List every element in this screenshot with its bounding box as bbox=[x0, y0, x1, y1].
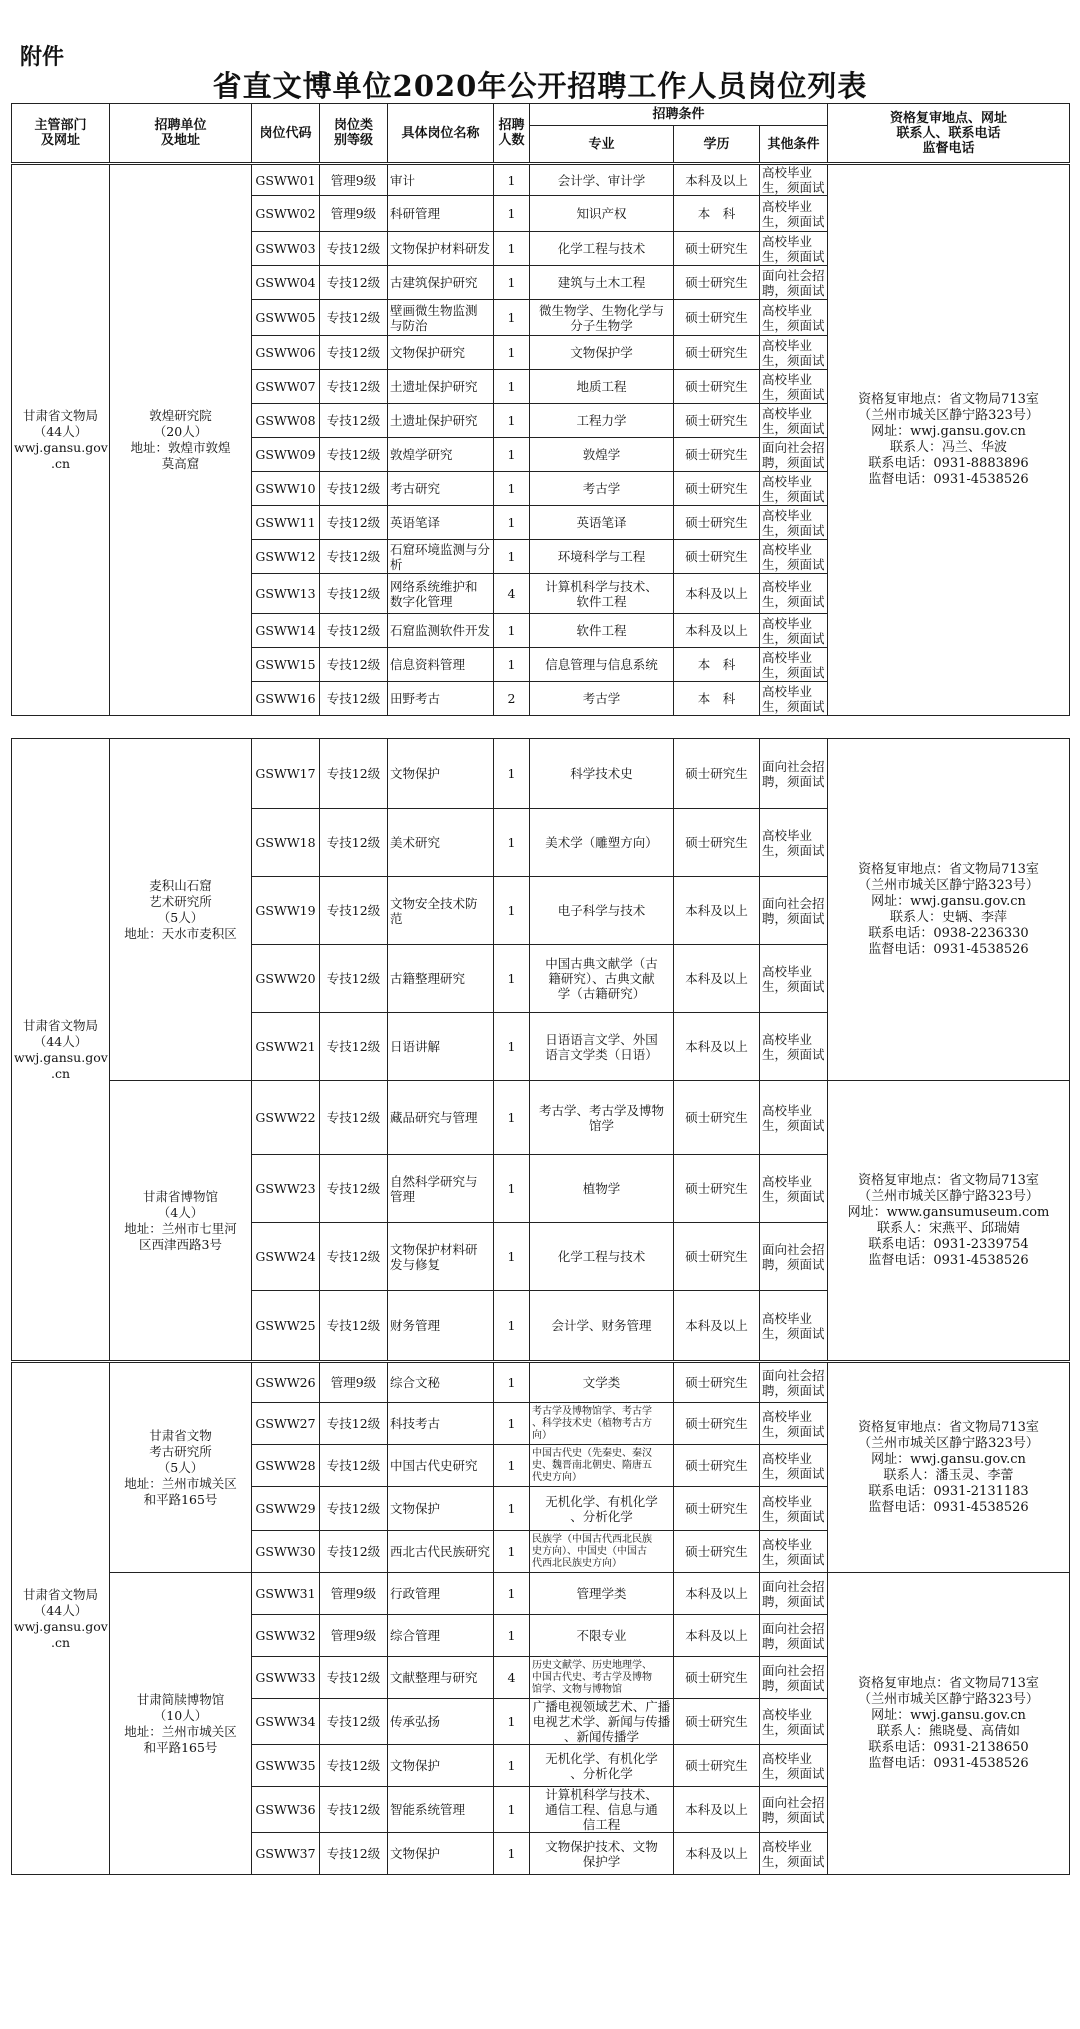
major-cell: 无机化学、有机化学 、分析化学 bbox=[530, 1745, 674, 1787]
major-cell: 计算机科学与技术、 软件工程 bbox=[530, 574, 674, 614]
post-name-cell: 文物保护 bbox=[388, 1745, 494, 1787]
grade-cell: 专技12级 bbox=[320, 1657, 388, 1699]
count-cell: 1 bbox=[494, 540, 530, 574]
other-cell: 高校毕业 生，须面试 bbox=[760, 1445, 828, 1487]
major-cell: 考古学 bbox=[530, 472, 674, 506]
major-cell: 会计学、审计学 bbox=[530, 165, 674, 196]
grade-cell: 管理9级 bbox=[320, 1615, 388, 1657]
other-cell: 高校毕业 生，须面试 bbox=[760, 370, 828, 404]
post-name-cell: 自然科学研究与 管理 bbox=[388, 1155, 494, 1223]
code-cell: GSWW20 bbox=[252, 945, 320, 1013]
count-cell: 1 bbox=[494, 1573, 530, 1615]
count-cell: 1 bbox=[494, 1699, 530, 1745]
grade-cell: 专技12级 bbox=[320, 1081, 388, 1155]
code-cell: GSWW34 bbox=[252, 1699, 320, 1745]
post-name-cell: 土遗址保护研究 bbox=[388, 370, 494, 404]
major-cell: 化学工程与技术 bbox=[530, 232, 674, 266]
dept-cell: 甘肃省文物局 （44人） wwj.gansu.gov .cn bbox=[12, 739, 110, 1361]
code-cell: GSWW09 bbox=[252, 438, 320, 472]
grade-cell: 专技12级 bbox=[320, 336, 388, 370]
grade-cell: 专技12级 bbox=[320, 648, 388, 682]
edu-cell: 本科及以上 bbox=[674, 1787, 760, 1833]
header-contact: 资格复审地点、网址 联系人、联系电话 监督电话 bbox=[828, 104, 1070, 163]
post-name-cell: 行政管理 bbox=[388, 1573, 494, 1615]
other-cell: 面向社会招 聘，须面试 bbox=[760, 1223, 828, 1291]
post-name-cell: 西北古代民族研究 bbox=[388, 1531, 494, 1573]
edu-cell: 硕士研究生 bbox=[674, 438, 760, 472]
code-cell: GSWW12 bbox=[252, 540, 320, 574]
edu-cell: 本科及以上 bbox=[674, 574, 760, 614]
edu-cell: 硕士研究生 bbox=[674, 739, 760, 809]
major-cell: 软件工程 bbox=[530, 614, 674, 648]
major-cell: 建筑与土木工程 bbox=[530, 266, 674, 300]
major-cell: 敦煌学 bbox=[530, 438, 674, 472]
code-cell: GSWW30 bbox=[252, 1531, 320, 1573]
count-cell: 1 bbox=[494, 614, 530, 648]
count-cell: 1 bbox=[494, 1223, 530, 1291]
major-cell: 无机化学、有机化学 、分析化学 bbox=[530, 1487, 674, 1531]
other-cell: 高校毕业 生，须面试 bbox=[760, 540, 828, 574]
post-name-cell: 壁画微生物监测 与防治 bbox=[388, 300, 494, 336]
other-cell: 高校毕业 生，须面试 bbox=[760, 232, 828, 266]
count-cell: 1 bbox=[494, 300, 530, 336]
count-cell: 1 bbox=[494, 1363, 530, 1403]
page-title: 省直文博单位2020年公开招聘工作人员岗位列表 bbox=[212, 69, 868, 103]
grade-cell: 专技12级 bbox=[320, 506, 388, 540]
post-name-cell: 综合管理 bbox=[388, 1615, 494, 1657]
header-conditions: 招聘条件 bbox=[530, 104, 828, 126]
dept-cell: 甘肃省文物局 （44人） wwj.gansu.gov .cn bbox=[12, 165, 110, 716]
code-cell: GSWW25 bbox=[252, 1291, 320, 1361]
other-cell: 高校毕业 生，须面试 bbox=[760, 196, 828, 232]
unit-cell: 敦煌研究院 （20人） 地址：敦煌市敦煌 莫高窟 bbox=[110, 165, 252, 716]
header-name: 具体岗位名称 bbox=[388, 104, 494, 163]
count-cell: 1 bbox=[494, 877, 530, 945]
grade-cell: 专技12级 bbox=[320, 739, 388, 809]
post-name-cell: 财务管理 bbox=[388, 1291, 494, 1361]
count-cell: 4 bbox=[494, 1657, 530, 1699]
table-block-2 bbox=[11, 738, 1070, 1361]
other-cell: 高校毕业 生，须面试 bbox=[760, 1403, 828, 1445]
other-cell: 高校毕业 生，须面试 bbox=[760, 614, 828, 648]
other-cell: 面向社会招 聘，须面试 bbox=[760, 1615, 828, 1657]
post-name-cell: 科研管理 bbox=[388, 196, 494, 232]
major-cell: 科学技术史 bbox=[530, 739, 674, 809]
count-cell: 1 bbox=[494, 165, 530, 196]
code-cell: GSWW26 bbox=[252, 1363, 320, 1403]
grade-cell: 专技12级 bbox=[320, 1745, 388, 1787]
major-cell: 考古学 bbox=[530, 682, 674, 716]
count-cell: 1 bbox=[494, 945, 530, 1013]
post-name-cell: 审计 bbox=[388, 165, 494, 196]
contact-cell: 资格复审地点：省文物局713室 （兰州市城关区静宁路323号） 网址：wwj.gansu.gov.cn 联系人：潘玉灵、李蕾 联系电话：0931-2131183 监督电话：0931-4538526 bbox=[828, 1363, 1070, 1573]
edu-cell: 硕士研究生 bbox=[674, 1223, 760, 1291]
grade-cell: 专技12级 bbox=[320, 877, 388, 945]
post-name-cell: 日语讲解 bbox=[388, 1013, 494, 1081]
edu-cell: 硕士研究生 bbox=[674, 300, 760, 336]
post-name-cell: 智能系统管理 bbox=[388, 1787, 494, 1833]
major-cell: 工程力学 bbox=[530, 404, 674, 438]
other-cell: 高校毕业 生，须面试 bbox=[760, 945, 828, 1013]
code-cell: GSWW10 bbox=[252, 472, 320, 506]
other-cell: 高校毕业 生，须面试 bbox=[760, 472, 828, 506]
count-cell: 1 bbox=[494, 1531, 530, 1573]
table-row bbox=[12, 1363, 1070, 1403]
count-cell: 2 bbox=[494, 682, 530, 716]
count-cell: 1 bbox=[494, 438, 530, 472]
post-name-cell: 敦煌学研究 bbox=[388, 438, 494, 472]
other-cell: 面向社会招 聘，须面试 bbox=[760, 1657, 828, 1699]
unit-cell: 麦积山石窟 艺术研究所 （5人） 地址：天水市麦积区 bbox=[110, 739, 252, 1081]
other-cell: 高校毕业 生，须面试 bbox=[760, 1833, 828, 1875]
post-name-cell: 文物保护 bbox=[388, 1487, 494, 1531]
count-cell: 1 bbox=[494, 739, 530, 809]
post-name-cell: 古籍整理研究 bbox=[388, 945, 494, 1013]
code-cell: GSWW06 bbox=[252, 336, 320, 370]
major-cell: 电子科学与技术 bbox=[530, 877, 674, 945]
other-cell: 高校毕业 生，须面试 bbox=[760, 574, 828, 614]
code-cell: GSWW28 bbox=[252, 1445, 320, 1487]
other-cell: 面向社会招 聘，须面试 bbox=[760, 266, 828, 300]
post-name-cell: 综合文秘 bbox=[388, 1363, 494, 1403]
edu-cell: 硕士研究生 bbox=[674, 336, 760, 370]
unit-cell: 甘肃省文物 考古研究所 （5人） 地址：兰州市城关区 和平路165号 bbox=[110, 1363, 252, 1573]
count-cell: 1 bbox=[494, 336, 530, 370]
edu-cell: 本科及以上 bbox=[674, 877, 760, 945]
grade-cell: 专技12级 bbox=[320, 1699, 388, 1745]
grade-cell: 专技12级 bbox=[320, 300, 388, 336]
other-cell: 高校毕业 生，须面试 bbox=[760, 809, 828, 877]
code-cell: GSWW35 bbox=[252, 1745, 320, 1787]
edu-cell: 硕士研究生 bbox=[674, 1745, 760, 1787]
table-row bbox=[12, 1081, 1070, 1155]
other-cell: 高校毕业 生，须面试 bbox=[760, 506, 828, 540]
grade-cell: 专技12级 bbox=[320, 1155, 388, 1223]
major-cell: 会计学、财务管理 bbox=[530, 1291, 674, 1361]
code-cell: GSWW08 bbox=[252, 404, 320, 438]
post-name-cell: 土遗址保护研究 bbox=[388, 404, 494, 438]
post-name-cell: 文物安全技术防 范 bbox=[388, 877, 494, 945]
header-major: 专业 bbox=[530, 126, 674, 163]
header-unit: 招聘单位 及地址 bbox=[110, 104, 252, 163]
code-cell: GSWW16 bbox=[252, 682, 320, 716]
code-cell: GSWW21 bbox=[252, 1013, 320, 1081]
major-cell: 中国古典文献学（古 籍研究）、古典文献 学（古籍研究） bbox=[530, 945, 674, 1013]
grade-cell: 专技12级 bbox=[320, 614, 388, 648]
major-cell: 考古学、考古学及博物 馆学 bbox=[530, 1081, 674, 1155]
unit-cell: 甘肃简牍博物馆 （10人） 地址：兰州市城关区 和平路165号 bbox=[110, 1573, 252, 1875]
edu-cell: 硕士研究生 bbox=[674, 506, 760, 540]
major-cell: 环境科学与工程 bbox=[530, 540, 674, 574]
post-name-cell: 文物保护材料研发 bbox=[388, 232, 494, 266]
count-cell: 1 bbox=[494, 472, 530, 506]
other-cell: 高校毕业 生，须面试 bbox=[760, 1699, 828, 1745]
post-name-cell: 藏品研究与管理 bbox=[388, 1081, 494, 1155]
major-cell: 广播电视领域艺术、广播 电视艺术学、新闻与传播 、新闻传播学 bbox=[530, 1699, 674, 1745]
code-cell: GSWW22 bbox=[252, 1081, 320, 1155]
code-cell: GSWW04 bbox=[252, 266, 320, 300]
edu-cell: 本科及以上 bbox=[674, 1615, 760, 1657]
table-header bbox=[11, 103, 1070, 163]
post-name-cell: 科技考古 bbox=[388, 1403, 494, 1445]
grade-cell: 专技12级 bbox=[320, 1787, 388, 1833]
count-cell: 1 bbox=[494, 1833, 530, 1875]
major-cell: 化学工程与技术 bbox=[530, 1223, 674, 1291]
edu-cell: 硕士研究生 bbox=[674, 1531, 760, 1573]
major-cell: 微生物学、生物化学与 分子生物学 bbox=[530, 300, 674, 336]
count-cell: 1 bbox=[494, 1013, 530, 1081]
other-cell: 高校毕业 生，须面试 bbox=[760, 1745, 828, 1787]
count-cell: 1 bbox=[494, 266, 530, 300]
header-dept: 主管部门 及网址 bbox=[12, 104, 110, 163]
grade-cell: 专技12级 bbox=[320, 682, 388, 716]
grade-cell: 专技12级 bbox=[320, 404, 388, 438]
code-cell: GSWW14 bbox=[252, 614, 320, 648]
header-count: 招聘 人数 bbox=[494, 104, 530, 163]
post-name-cell: 石窟监测软件开发 bbox=[388, 614, 494, 648]
other-cell: 高校毕业 生，须面试 bbox=[760, 165, 828, 196]
edu-cell: 硕士研究生 bbox=[674, 370, 760, 404]
edu-cell: 本科及以上 bbox=[674, 1291, 760, 1361]
edu-cell: 硕士研究生 bbox=[674, 232, 760, 266]
grade-cell: 专技12级 bbox=[320, 1445, 388, 1487]
edu-cell: 硕士研究生 bbox=[674, 1657, 760, 1699]
post-name-cell: 石窟环境监测与分 析 bbox=[388, 540, 494, 574]
count-cell: 1 bbox=[494, 1291, 530, 1361]
edu-cell: 硕士研究生 bbox=[674, 809, 760, 877]
grade-cell: 管理9级 bbox=[320, 165, 388, 196]
edu-cell: 硕士研究生 bbox=[674, 1487, 760, 1531]
edu-cell: 硕士研究生 bbox=[674, 266, 760, 300]
count-cell: 1 bbox=[494, 1487, 530, 1531]
major-cell: 不限专业 bbox=[530, 1615, 674, 1657]
major-cell: 计算机科学与技术、 通信工程、信息与通 信工程 bbox=[530, 1787, 674, 1833]
major-cell: 文学类 bbox=[530, 1363, 674, 1403]
other-cell: 面向社会招 聘，须面试 bbox=[760, 739, 828, 809]
count-cell: 1 bbox=[494, 404, 530, 438]
code-cell: GSWW27 bbox=[252, 1403, 320, 1445]
code-cell: GSWW37 bbox=[252, 1833, 320, 1875]
edu-cell: 本科及以上 bbox=[674, 1833, 760, 1875]
count-cell: 1 bbox=[494, 232, 530, 266]
other-cell: 面向社会招 聘，须面试 bbox=[760, 438, 828, 472]
other-cell: 面向社会招 聘，须面试 bbox=[760, 1363, 828, 1403]
grade-cell: 专技12级 bbox=[320, 1403, 388, 1445]
other-cell: 高校毕业 生，须面试 bbox=[760, 648, 828, 682]
code-cell: GSWW33 bbox=[252, 1657, 320, 1699]
edu-cell: 硕士研究生 bbox=[674, 1155, 760, 1223]
count-cell: 1 bbox=[494, 809, 530, 877]
edu-cell: 硕士研究生 bbox=[674, 472, 760, 506]
grade-cell: 专技12级 bbox=[320, 540, 388, 574]
other-cell: 高校毕业 生，须面试 bbox=[760, 1013, 828, 1081]
post-name-cell: 古建筑保护研究 bbox=[388, 266, 494, 300]
grade-cell: 专技12级 bbox=[320, 370, 388, 404]
post-name-cell: 文物保护 bbox=[388, 1833, 494, 1875]
other-cell: 高校毕业 生，须面试 bbox=[760, 1487, 828, 1531]
edu-cell: 硕士研究生 bbox=[674, 1445, 760, 1487]
grade-cell: 管理9级 bbox=[320, 1573, 388, 1615]
count-cell: 1 bbox=[494, 370, 530, 404]
code-cell: GSWW18 bbox=[252, 809, 320, 877]
edu-cell: 本 科 bbox=[674, 648, 760, 682]
major-cell: 日语语言文学、外国 语言文学类（日语） bbox=[530, 1013, 674, 1081]
post-name-cell: 文物保护研究 bbox=[388, 336, 494, 370]
edu-cell: 本科及以上 bbox=[674, 945, 760, 1013]
major-cell: 中国古代史（先秦史、秦汉 史、魏晋南北朝史、隋唐五 代史方向） bbox=[530, 1445, 674, 1487]
post-name-cell: 英语笔译 bbox=[388, 506, 494, 540]
post-name-cell: 网络系统维护和 数字化管理 bbox=[388, 574, 494, 614]
contact-cell: 资格复审地点：省文物局713室 （兰州市城关区静宁路323号） 网址：www.gansumuseum.com 联系人：宋燕平、邱瑞婧 联系电话：0931-2339754 监督电话：0931-4538526 bbox=[828, 1081, 1070, 1361]
post-name-cell: 文物保护材料研 发与修复 bbox=[388, 1223, 494, 1291]
grade-cell: 管理9级 bbox=[320, 196, 388, 232]
count-cell: 1 bbox=[494, 196, 530, 232]
count-cell: 1 bbox=[494, 648, 530, 682]
grade-cell: 专技12级 bbox=[320, 574, 388, 614]
other-cell: 高校毕业 生，须面试 bbox=[760, 336, 828, 370]
header-code: 岗位代码 bbox=[252, 104, 320, 163]
code-cell: GSWW02 bbox=[252, 196, 320, 232]
count-cell: 1 bbox=[494, 506, 530, 540]
edu-cell: 硕士研究生 bbox=[674, 1699, 760, 1745]
edu-cell: 硕士研究生 bbox=[674, 1081, 760, 1155]
other-cell: 面向社会招 聘，须面试 bbox=[760, 1573, 828, 1615]
header-edu: 学历 bbox=[674, 126, 760, 163]
post-name-cell: 信息资料管理 bbox=[388, 648, 494, 682]
post-name-cell: 文物保护 bbox=[388, 739, 494, 809]
grade-cell: 专技12级 bbox=[320, 1291, 388, 1361]
post-name-cell: 文献整理与研究 bbox=[388, 1657, 494, 1699]
other-cell: 高校毕业 生，须面试 bbox=[760, 1531, 828, 1573]
code-cell: GSWW19 bbox=[252, 877, 320, 945]
other-cell: 高校毕业 生，须面试 bbox=[760, 300, 828, 336]
contact-cell: 资格复审地点：省文物局713室 （兰州市城关区静宁路323号） 网址：wwj.gansu.gov.cn 联系人：冯兰、华波 联系电话：0931-8883896 监督电话：0931-4538526 bbox=[828, 165, 1070, 716]
table-row bbox=[12, 165, 1070, 196]
major-cell: 知识产权 bbox=[530, 196, 674, 232]
grade-cell: 专技12级 bbox=[320, 1013, 388, 1081]
code-cell: GSWW23 bbox=[252, 1155, 320, 1223]
table-row bbox=[12, 739, 1070, 809]
grade-cell: 专技12级 bbox=[320, 438, 388, 472]
code-cell: GSWW15 bbox=[252, 648, 320, 682]
code-cell: GSWW07 bbox=[252, 370, 320, 404]
edu-cell: 硕士研究生 bbox=[674, 1403, 760, 1445]
count-cell: 1 bbox=[494, 1081, 530, 1155]
edu-cell: 本科及以上 bbox=[674, 165, 760, 196]
other-cell: 高校毕业 生，须面试 bbox=[760, 1155, 828, 1223]
major-cell: 管理学类 bbox=[530, 1573, 674, 1615]
count-cell: 1 bbox=[494, 1787, 530, 1833]
edu-cell: 本科及以上 bbox=[674, 614, 760, 648]
edu-cell: 硕士研究生 bbox=[674, 404, 760, 438]
header-other: 其他条件 bbox=[760, 126, 828, 163]
major-cell: 植物学 bbox=[530, 1155, 674, 1223]
dept-cell: 甘肃省文物局 （44人） wwj.gansu.gov .cn bbox=[12, 1363, 110, 1875]
table-row bbox=[12, 1573, 1070, 1615]
code-cell: GSWW13 bbox=[252, 574, 320, 614]
major-cell: 美术学（雕塑方向） bbox=[530, 809, 674, 877]
contact-cell: 资格复审地点：省文物局713室 （兰州市城关区静宁路323号） 网址：wwj.gansu.gov.cn 联系人：熊晓曼、高倩如 联系电话：0931-2138650 监督电话：0931-4538526 bbox=[828, 1573, 1070, 1875]
attachment-label: 附件 bbox=[20, 45, 65, 70]
edu-cell: 本科及以上 bbox=[674, 1573, 760, 1615]
major-cell: 考古学及博物馆学、考古学 、科学技术史（植物考古方 向） bbox=[530, 1403, 674, 1445]
major-cell: 民族学（中国古代西北民族 史方向）、中国史（中国古 代西北民族史方向） bbox=[530, 1531, 674, 1573]
edu-cell: 硕士研究生 bbox=[674, 1363, 760, 1403]
grade-cell: 专技12级 bbox=[320, 809, 388, 877]
major-cell: 地质工程 bbox=[530, 370, 674, 404]
code-cell: GSWW29 bbox=[252, 1487, 320, 1531]
post-name-cell: 田野考古 bbox=[388, 682, 494, 716]
major-cell: 文物保护学 bbox=[530, 336, 674, 370]
post-name-cell: 考古研究 bbox=[388, 472, 494, 506]
post-name-cell: 中国古代史研究 bbox=[388, 1445, 494, 1487]
code-cell: GSWW24 bbox=[252, 1223, 320, 1291]
other-cell: 面向社会招 聘，须面试 bbox=[760, 1787, 828, 1833]
count-cell: 1 bbox=[494, 1403, 530, 1445]
grade-cell: 管理9级 bbox=[320, 1363, 388, 1403]
other-cell: 高校毕业 生，须面试 bbox=[760, 404, 828, 438]
table-block-1 bbox=[11, 164, 1070, 716]
count-cell: 1 bbox=[494, 1615, 530, 1657]
code-cell: GSWW11 bbox=[252, 506, 320, 540]
grade-cell: 专技12级 bbox=[320, 1833, 388, 1875]
count-cell: 1 bbox=[494, 1445, 530, 1487]
code-cell: GSWW17 bbox=[252, 739, 320, 809]
count-cell: 1 bbox=[494, 1745, 530, 1787]
code-cell: GSWW32 bbox=[252, 1615, 320, 1657]
post-name-cell: 传承弘扬 bbox=[388, 1699, 494, 1745]
post-name-cell: 美术研究 bbox=[388, 809, 494, 877]
grade-cell: 专技12级 bbox=[320, 472, 388, 506]
major-cell: 英语笔译 bbox=[530, 506, 674, 540]
edu-cell: 本科及以上 bbox=[674, 1013, 760, 1081]
code-cell: GSWW03 bbox=[252, 232, 320, 266]
header-grade: 岗位类 别等级 bbox=[320, 104, 388, 163]
other-cell: 面向社会招 聘，须面试 bbox=[760, 877, 828, 945]
grade-cell: 专技12级 bbox=[320, 266, 388, 300]
edu-cell: 本 科 bbox=[674, 682, 760, 716]
major-cell: 历史文献学、历史地理学、 中国古代史、考古学及博物 馆学、文物与博物馆 bbox=[530, 1657, 674, 1699]
other-cell: 高校毕业 生，须面试 bbox=[760, 1081, 828, 1155]
other-cell: 高校毕业 生，须面试 bbox=[760, 682, 828, 716]
edu-cell: 本 科 bbox=[674, 196, 760, 232]
other-cell: 高校毕业 生，须面试 bbox=[760, 1291, 828, 1361]
code-cell: GSWW31 bbox=[252, 1573, 320, 1615]
grade-cell: 专技12级 bbox=[320, 1223, 388, 1291]
grade-cell: 专技12级 bbox=[320, 232, 388, 266]
grade-cell: 专技12级 bbox=[320, 1487, 388, 1531]
grade-cell: 专技12级 bbox=[320, 945, 388, 1013]
table-block-3 bbox=[11, 1362, 1070, 1875]
count-cell: 4 bbox=[494, 574, 530, 614]
major-cell: 信息管理与信息系统 bbox=[530, 648, 674, 682]
major-cell: 文物保护技术、文物 保护学 bbox=[530, 1833, 674, 1875]
grade-cell: 专技12级 bbox=[320, 1531, 388, 1573]
contact-cell: 资格复审地点：省文物局713室 （兰州市城关区静宁路323号） 网址：wwj.gansu.gov.cn 联系人：史辆、李萍 联系电话：0938-2236330 监督电话：0931-4538526 bbox=[828, 739, 1070, 1081]
code-cell: GSWW36 bbox=[252, 1787, 320, 1833]
count-cell: 1 bbox=[494, 1155, 530, 1223]
unit-cell: 甘肃省博物馆 （4人） 地址：兰州市七里河 区西津西路3号 bbox=[110, 1081, 252, 1361]
edu-cell: 硕士研究生 bbox=[674, 540, 760, 574]
code-cell: GSWW01 bbox=[252, 165, 320, 196]
code-cell: GSWW05 bbox=[252, 300, 320, 336]
